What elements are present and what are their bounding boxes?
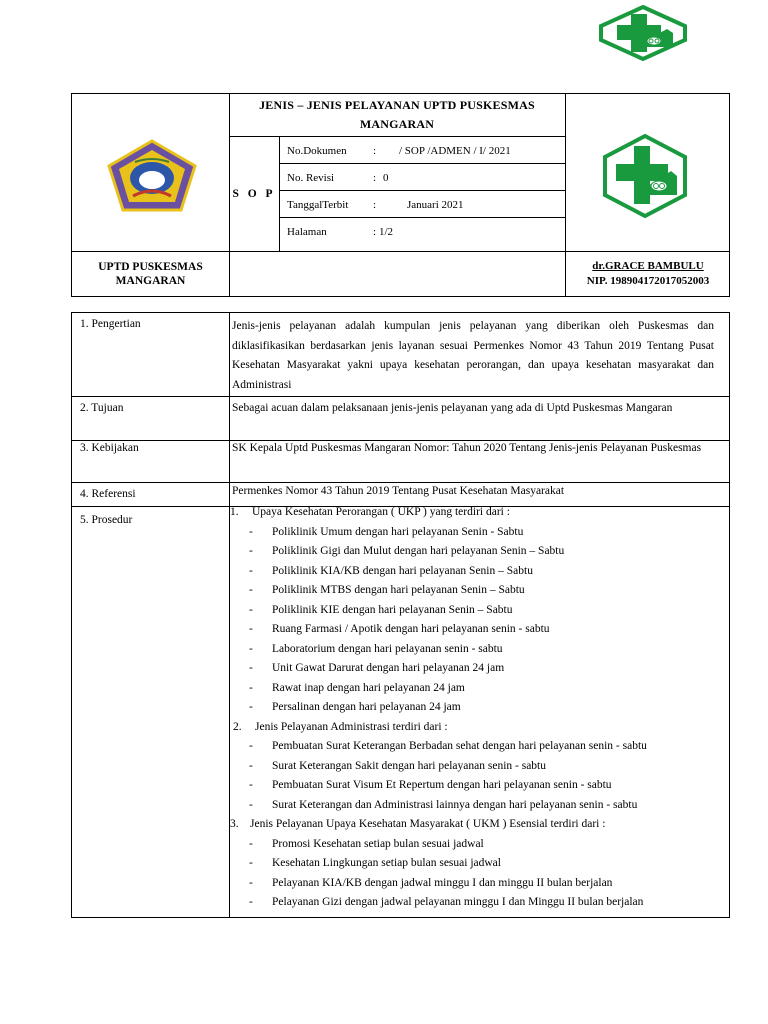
list-item: Promosi Kesehatan setiap bulan sesuai jadwal [272, 838, 484, 850]
list-item: Poliklinik KIE dengan hari pelayanan Senin – Sabtu [272, 604, 513, 616]
regional-emblem-icon [105, 138, 199, 214]
group-heading: Upaya Kesehatan Perorangan ( UKP ) yang terdiri dari : [252, 506, 510, 518]
section-label-pengertian: 1. Pengertian [80, 318, 141, 330]
bullet-dash: - [249, 857, 253, 869]
puskesmas-cross-icon [599, 133, 691, 219]
group-number: 2. [233, 721, 242, 733]
doc-number-row: No.Dokumen : / SOP /ADMEN / I/ 2021 [287, 144, 511, 157]
bullet-dash: - [249, 662, 253, 674]
bullet-dash: - [249, 740, 253, 752]
group-heading: Jenis Pelayanan Upaya Kesehatan Masyarakat ( UKM ) Esensial terdiri dari : [250, 818, 606, 830]
bullet-dash: - [249, 779, 253, 791]
list-item: Poliklinik KIA/KB dengan hari pelayanan Senin – Sabtu [272, 565, 533, 577]
section-text-kebijakan: SK Kepala Uptd Puskesmas Mangaran Nomor: Tahun 2020 Tentang Jenis-jenis Pelayanan Puskesmas [232, 442, 702, 454]
list-item: Kesehatan Lingkungan setiap bulan sesuai jadwal [272, 857, 501, 869]
bullet-dash: - [249, 682, 253, 694]
bullet-dash: - [249, 877, 253, 889]
bullet-dash: - [249, 526, 253, 538]
section-label-referensi: 4. Referensi [80, 488, 136, 500]
section-text-tujuan: Sebagai acuan dalam pelaksanaan jenis-jenis pelayanan yang ada di Uptd Puskesmas Mangaran [232, 402, 673, 414]
list-item: Laboratorium dengan hari pelayanan senin - sabtu [272, 643, 503, 655]
signer-nip: NIP. 198904172017052003 [586, 275, 710, 287]
sop-header-table [71, 93, 730, 297]
page-row: Halaman : 1/2 [287, 225, 394, 238]
list-item: Persalinan dengan hari pelayanan 24 jam [272, 701, 461, 713]
bullet-dash: - [249, 545, 253, 557]
list-item: Poliklinik Umum dengan hari pelayanan Senin - Sabtu [272, 526, 524, 538]
bullet-dash: - [249, 896, 253, 908]
section-label-kebijakan: 3. Kebijakan [80, 442, 139, 454]
bullet-dash: - [249, 799, 253, 811]
sop-label: S O P [232, 187, 276, 200]
group-number: 3. [230, 818, 239, 830]
list-item: Surat Keterangan dan Administrasi lainnya dengan hari pelayanan senin - sabtu [272, 799, 638, 811]
document-title: JENIS – JENIS PELAYANAN UPTD PUSKESMAS MANGARAN [259, 98, 535, 131]
list-item: Surat Keterangan Sakit dengan hari pelayanan senin - sabtu [272, 760, 546, 772]
list-item: Unit Gawat Darurat dengan hari pelayanan 24 jam [272, 662, 505, 674]
unit-name: UPTD PUSKESMAS MANGARAN [98, 261, 203, 287]
list-item: Pembuatan Surat Visum Et Repertum dengan hari pelayanan senin - sabtu [272, 779, 612, 791]
bullet-dash: - [249, 623, 253, 635]
list-item: Poliklinik Gigi dan Mulut dengan hari pelayanan Senin – Sabtu [272, 545, 565, 557]
list-item: Pelayanan Gizi dengan jadwal pelayanan minggu I dan Minggu II bulan berjalan [272, 896, 644, 908]
revision-row: No. Revisi : 0 [287, 171, 389, 184]
section-label-tujuan: 2. Tujuan [80, 402, 124, 414]
list-item: Pembuatan Surat Keterangan Berbadan sehat dengan hari pelayanan senin - sabtu [272, 740, 647, 752]
list-item: Ruang Farmasi / Apotik dengan hari pelayanan senin - sabtu [272, 623, 550, 635]
list-item: Rawat inap dengan hari pelayanan 24 jam [272, 682, 465, 694]
bullet-dash: - [249, 838, 253, 850]
bullet-dash: - [249, 643, 253, 655]
group-heading: Jenis Pelayanan Administrasi terdiri dari : [255, 721, 448, 733]
section-text-referensi: Permenkes Nomor 43 Tahun 2019 Tentang Pusat Kesehatan Masyarakat [232, 485, 565, 497]
section-text-pengertian: Jenis-jenis pelayanan adalah kumpulan jenis pelayanan yang diberikan oleh Puskesmas dan diklasifikasikan berdasarkan jenis layanan sesuai Permenkes Nomor 43 Tahun 2019 Tentang Pusat Kesehatan Masyarakat yakni upaya kesehatan perorangan, dan upaya kesehatan masyarakat dan Administrasi [232, 320, 714, 391]
bullet-dash: - [249, 565, 253, 577]
bullet-dash: - [249, 604, 253, 616]
signer-name: dr.GRACE BAMBULU [592, 260, 704, 272]
regional-emblem [105, 138, 199, 214]
puskesmas-logo-header [599, 133, 691, 219]
signature-block [565, 251, 731, 297]
sop-content-table [71, 312, 730, 918]
puskesmas-logo-top [597, 5, 689, 61]
issue-date-row: TanggalTerbit : Januari 2021 [287, 198, 464, 211]
list-item: Pelayanan KIA/KB dengan jadwal minggu I dan minggu II bulan berjalan [272, 877, 613, 889]
bullet-dash: - [249, 760, 253, 772]
bullet-dash: - [249, 701, 253, 713]
bullet-dash: - [249, 584, 253, 596]
group-number: 1. [230, 506, 239, 518]
list-item: Poliklinik MTBS dengan hari pelayanan Senin – Sabtu [272, 584, 525, 596]
section-label-prosedur: 5. Prosedur [80, 514, 133, 526]
puskesmas-cross-icon [597, 5, 689, 61]
